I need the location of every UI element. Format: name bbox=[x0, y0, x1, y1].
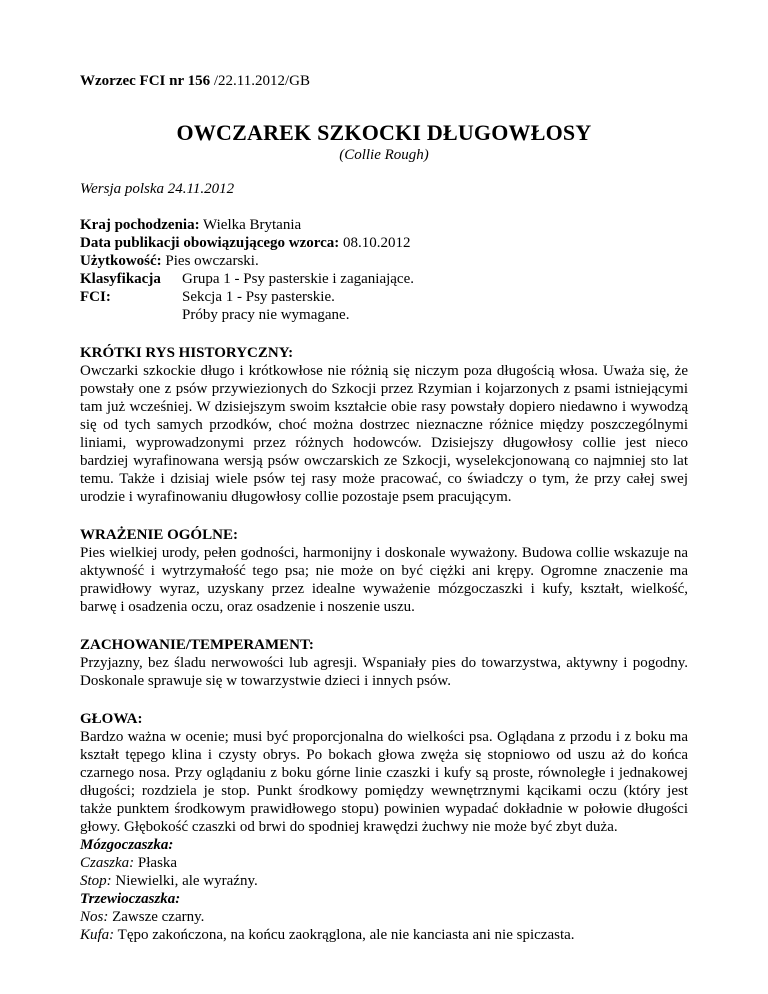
document-subtitle: (Collie Rough) bbox=[339, 147, 429, 163]
origin-label: Kraj pochodzenia: bbox=[80, 217, 200, 233]
fci-label: Klasyfikacja FCI: bbox=[80, 271, 161, 305]
stop-line bbox=[80, 872, 688, 890]
muzzle-label: Kufa: bbox=[80, 927, 115, 943]
skull-label: Czaszka: bbox=[80, 855, 135, 871]
muzzle-line bbox=[80, 926, 688, 944]
fci-classification bbox=[80, 270, 688, 324]
head-heading: GŁOWA: bbox=[80, 711, 143, 727]
stop-value: Niewielki, ale wyraźny. bbox=[111, 873, 258, 889]
standard-number: Wzorzec FCI nr 156 bbox=[80, 73, 211, 89]
skull-line bbox=[80, 854, 688, 872]
nose-value: Zawsze czarny. bbox=[108, 909, 205, 925]
cranial-region-heading: Mózgoczaszka: bbox=[80, 837, 174, 853]
skull-value: Płaska bbox=[134, 855, 178, 871]
standard-reference bbox=[80, 72, 688, 90]
fci-group: Grupa 1 - Psy pasterskie i zaganiające. bbox=[182, 271, 414, 287]
general-appearance-text: Pies wielkiej urody, pełen godności, harmonijny i doskonale wyważony. Budowa collie wskazuje na aktywność i wytrzymałość tego psa; nie może on być ciężki ani krępy. Ogromne znaczenie ma prawidłowy wyraz, uzyskany przez idealne wyważenie mózgoczaszki i kufy, kształt, wielkość, barwę i osadzenia oczu, oraz osadzenie i noszenie uszu. bbox=[80, 545, 688, 615]
stop-label: Stop: bbox=[80, 873, 112, 889]
publication-label: Data publikacji obowiązującego wzorca: bbox=[80, 235, 340, 251]
nose-line bbox=[80, 908, 688, 926]
document-page bbox=[80, 72, 688, 944]
origin-value: Wielka Brytania bbox=[199, 217, 302, 233]
use-value: Pies owczarski. bbox=[161, 253, 259, 269]
standard-date: /22.11.2012/GB bbox=[210, 73, 310, 89]
history-section bbox=[80, 344, 688, 506]
fci-working-trial: Próby pracy nie wymagane. bbox=[182, 307, 350, 323]
publication-line bbox=[80, 234, 688, 252]
history-heading: KRÓTKI RYS HISTORYCZNY: bbox=[80, 345, 294, 361]
origin-line bbox=[80, 216, 688, 234]
temperament-section bbox=[80, 636, 688, 690]
temperament-text: Przyjazny, bez śladu nerwowości lub agresji. Wspaniały pies do towarzystwa, aktywny i pogodny. Doskonale sprawuje się w towarzystwie dzieci i innych psów. bbox=[80, 655, 688, 689]
history-text: Owczarki szkockie długo i krótkowłose nie różnią się niczym poza długością włosa. Uważa się, że powstały one z psów przywiezionych do Szkocji przez Rzymian i kojarzonych z psami istniejącymi tam już wcześniej. W dzisiejszym swoim kształcie obie rasy powstały dopiero niedawno i wywodzą się od tych samych przodków, choć można dostrzec nieznaczne różnice między poszczególnymi liniami, wyprowadzonymi przez różnych hodowców. Dzisiejszy długowłosy collie jest nieco bardziej wyrafinowana wersją psów owczarskich ze Szkocji, wyselekcjonowaną co najmniej sto lat temu. Także i dzisiaj wiele psów tej rasy może pracować, co świadczy o tym, że przy całej swej urodzie i wyrafinowaniu długowłosy collie pozostaje psem pracującym. bbox=[80, 363, 688, 505]
publication-value: 08.10.2012 bbox=[339, 235, 411, 251]
head-section bbox=[80, 710, 688, 944]
head-text: Bardzo ważna w ocenie; musi być proporcjonalna do wielkości psa. Oglądana z przodu i z boku ma kształt tępego klina i czysty obrys. Po bokach głowa zwęża się stopniowo od uszu aż do końca czarnego nosa. Przy oglądaniu z boku górne linie czaszki i kufy są proste, równoległe i jednakowej długości; rozdziela je stop. Punkt środkowy pomiędzy wewnętrznymi kącikami oczu (który jest także punktem środkowym prawidłowego stopu) powinien wypadać dokładnie w połowie długości głowy. Głębokość czaszki od brwi do spodniej krawędzi żuchwy nie może być zbyt duża. bbox=[80, 729, 688, 835]
use-line bbox=[80, 252, 688, 270]
meta-block bbox=[80, 216, 688, 324]
temperament-heading: ZACHOWANIE/TEMPERAMENT: bbox=[80, 637, 314, 653]
document-title: OWCZAREK SZKOCKI DŁUGOWŁOSY bbox=[176, 120, 592, 145]
muzzle-value: Tępo zakończona, na końcu zaokrąglona, ale nie kanciasta ani nie spiczasta. bbox=[114, 927, 575, 943]
fci-section: Sekcja 1 - Psy pasterskie. bbox=[182, 289, 335, 305]
version-line: Wersja polska 24.11.2012 bbox=[80, 181, 235, 197]
general-appearance-section bbox=[80, 526, 688, 616]
fci-lines bbox=[182, 270, 414, 324]
general-appearance-heading: WRAŻENIE OGÓLNE: bbox=[80, 527, 238, 543]
nose-label: Nos: bbox=[80, 909, 109, 925]
facial-region-heading: Trzewioczaszka: bbox=[80, 891, 181, 907]
use-label: Użytkowość: bbox=[80, 253, 162, 269]
